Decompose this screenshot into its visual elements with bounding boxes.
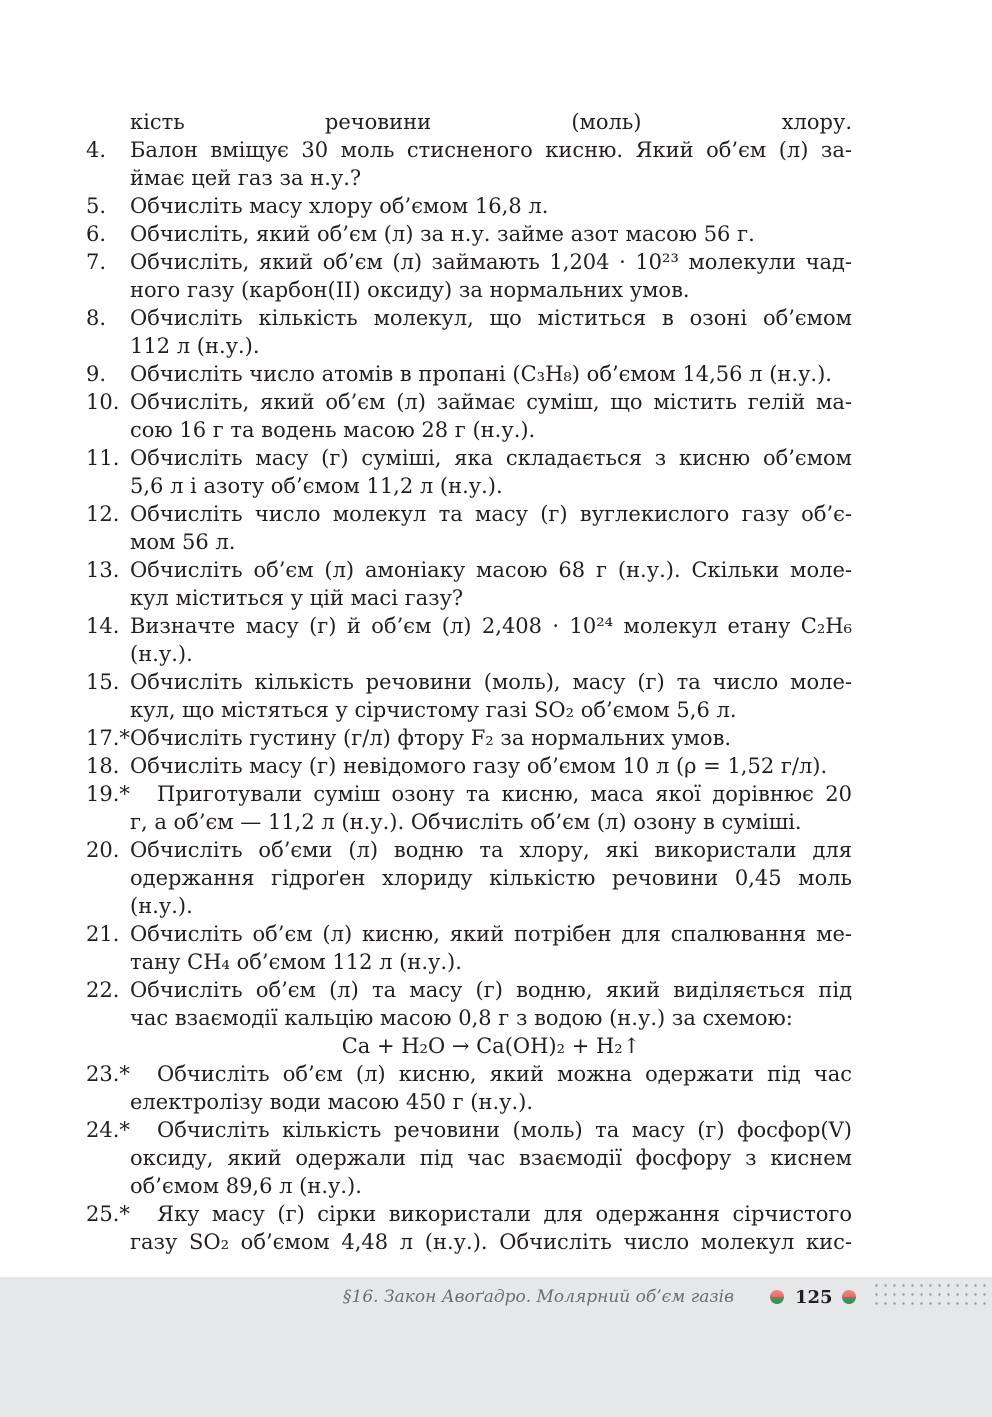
equation-text: Ca + H₂O → Ca(OH)₂ + H₂↑ <box>341 1034 641 1058</box>
exercise-list <box>86 108 852 1256</box>
item-text: ного газу (карбон(II) оксиду) за нормальних умов. <box>130 278 690 302</box>
item-text: Обчисліть масу (г) суміші, яка складається з кисню об’ємом <box>130 446 852 470</box>
item-text: одержання гідроґен хлориду кількістю речовини 0,45 моль <box>130 866 852 890</box>
item-text: кул міститься у цій масі газу? <box>130 586 464 610</box>
list-item <box>86 556 852 584</box>
item-text: Балон вміщує 30 моль стисненого кисню. Який об’єм (л) за- <box>130 138 852 162</box>
item-number: 8. <box>86 306 107 330</box>
item-text: (н.у.). <box>130 894 193 918</box>
list-item <box>86 668 852 696</box>
item-number: 13. <box>86 558 120 582</box>
item-text: Приготували суміш озону та кисню, маса якої дорівнює 20 <box>157 782 852 806</box>
page-number: 125 <box>795 1287 833 1308</box>
item-text: ймає цей газ за н.у.? <box>130 166 362 190</box>
item-number: 4. <box>86 138 107 162</box>
item-text: Обчисліть число молекул та масу (г) вуглекислого газу об’є- <box>130 502 852 526</box>
item-number: 6. <box>86 222 107 246</box>
list-item-continuation <box>86 528 852 556</box>
item-number: 23.* <box>86 1062 130 1086</box>
item-number: 14. <box>86 614 120 638</box>
item-text: Визначте масу (г) й об’єм (л) 2,408 · 10²⁴ молекул етану C₂H₆ <box>130 614 852 638</box>
item-number: 15. <box>86 670 120 694</box>
item-text: Обчисліть кількість молекул, що міститься в озоні об’ємом <box>130 306 852 330</box>
list-item <box>86 724 852 752</box>
item-number: 5. <box>86 194 107 218</box>
list-item-continuation <box>86 1004 852 1032</box>
item-number: 12. <box>86 502 120 526</box>
item-text: Обчисліть об’єм (л) кисню, який потрібен для спалювання ме- <box>130 922 852 946</box>
list-item <box>86 304 852 332</box>
item-text: Обчисліть об’єм (л) кисню, який можна одержати під час <box>157 1062 852 1086</box>
list-item <box>86 836 852 864</box>
item-text: кість речовини (моль) хлору. <box>130 110 852 134</box>
list-item-continuation <box>86 864 852 892</box>
item-text: 5,6 л і азоту об’ємом 11,2 л (н.у.). <box>130 474 503 498</box>
item-text: об’ємом 89,6 л (н.у.). <box>130 1174 362 1198</box>
list-item <box>86 976 852 1004</box>
item-number: 7. <box>86 250 107 274</box>
item-text: час взаємодії кальцію масою 0,8 г з водою (н.у.) за схемою: <box>130 1006 793 1030</box>
list-item <box>86 248 852 276</box>
list-item-continuation <box>86 1144 852 1172</box>
list-item-continuation <box>86 948 852 976</box>
list-item-continuation <box>86 584 852 612</box>
item-number: 19.* <box>86 782 130 806</box>
list-item-continuation <box>86 472 852 500</box>
item-number: 18. <box>86 754 120 778</box>
list-item-continuation <box>86 1228 852 1256</box>
list-item <box>86 780 852 808</box>
item-number: 25.* <box>86 1202 130 1226</box>
item-text: Обчисліть, який об’єм (л) займають 1,204 · 10²³ молекули чад- <box>130 250 852 274</box>
item-text: Обчисліть кількість речовини (моль), масу (г) та число моле- <box>130 670 852 694</box>
list-item <box>86 108 852 136</box>
chemical-equation <box>86 1032 852 1060</box>
item-text: Обчисліть густину (г/л) фтору F₂ за нормальних умов. <box>130 726 732 750</box>
list-item-continuation <box>86 332 852 360</box>
item-text: (н.у.). <box>130 642 193 666</box>
list-item-continuation <box>86 892 852 920</box>
item-text: Обчисліть об’єм (л) амоніаку масою 68 г (н.у.). Скільки моле- <box>130 558 852 582</box>
item-text: Обчисліть кількість речовини (моль) та масу (г) фосфор(V) <box>157 1118 852 1142</box>
item-number: 21. <box>86 922 120 946</box>
list-item <box>86 388 852 416</box>
item-text: Обчисліть число атомів в пропані (C₃H₈) об’ємом 14,56 л (н.у.). <box>130 362 832 386</box>
item-text: г, а об’єм — 11,2 л (н.у.). Обчисліть об’єм (л) озону в суміші. <box>130 810 802 834</box>
list-item <box>86 444 852 472</box>
list-item-continuation <box>86 640 852 668</box>
running-footer-title: §16. Закон Авоґадро. Молярний об’єм газів <box>343 1287 734 1307</box>
item-number: 10. <box>86 390 120 414</box>
list-item <box>86 360 852 388</box>
list-item <box>86 1116 852 1144</box>
list-item-continuation <box>86 276 852 304</box>
page-number-left-dot-icon <box>770 1290 784 1304</box>
item-text: оксиду, який одержали під час взаємодії фосфору з киснем <box>130 1146 852 1170</box>
list-item <box>86 752 852 780</box>
item-text: кул, що містяться у сірчистому газі SO₂ об’ємом 5,6 л. <box>130 698 737 722</box>
list-item-continuation <box>86 808 852 836</box>
page-number-right-dot-icon <box>842 1290 856 1304</box>
item-text: Обчисліть масу хлору об’ємом 16,8 л. <box>130 194 549 218</box>
item-number: 9. <box>86 362 107 386</box>
list-item-continuation <box>86 1172 852 1200</box>
item-text: Обчисліть об’єм (л) та масу (г) водню, який виділяється під <box>130 978 852 1002</box>
item-text: Яку масу (г) сірки використали для одержання сірчистого <box>157 1202 852 1226</box>
list-item <box>86 1060 852 1088</box>
decorative-dot-pattern <box>872 1281 992 1311</box>
list-item <box>86 612 852 640</box>
item-text: Обчисліть масу (г) невідомого газу об’ємом 10 л (ρ = 1,52 г/л). <box>130 754 828 778</box>
item-text: сою 16 г та водень масою 28 г (н.у.). <box>130 418 536 442</box>
item-text: тану CH₄ об’ємом 112 л (н.у.). <box>130 950 462 974</box>
list-item-continuation <box>86 164 852 192</box>
list-item-continuation <box>86 416 852 444</box>
list-item-continuation <box>86 1088 852 1116</box>
list-item <box>86 136 852 164</box>
item-text: газу SO₂ об’ємом 4,48 л (н.у.). Обчисліть число молекул кис- <box>130 1230 852 1254</box>
item-text: 112 л (н.у.). <box>130 334 260 358</box>
item-text: мом 56 л. <box>130 530 236 554</box>
item-number: 17.* <box>86 726 130 750</box>
item-text: Обчисліть, який об’єм (л) займає суміш, що містить гелій ма- <box>130 390 852 414</box>
item-number: 24.* <box>86 1118 130 1142</box>
item-number: 20. <box>86 838 120 862</box>
list-item <box>86 500 852 528</box>
list-item <box>86 920 852 948</box>
item-text: електролізу води масою 450 г (н.у.). <box>130 1090 534 1114</box>
item-number: 11. <box>86 446 120 470</box>
list-item <box>86 220 852 248</box>
list-item-continuation <box>86 696 852 724</box>
item-text: Обчисліть, який об’єм (л) за н.у. займе азот масою 56 г. <box>130 222 755 246</box>
item-text: Обчисліть об’єми (л) водню та хлору, які використали для <box>130 838 852 862</box>
list-item <box>86 1200 852 1228</box>
list-item <box>86 192 852 220</box>
item-number: 22. <box>86 978 120 1002</box>
